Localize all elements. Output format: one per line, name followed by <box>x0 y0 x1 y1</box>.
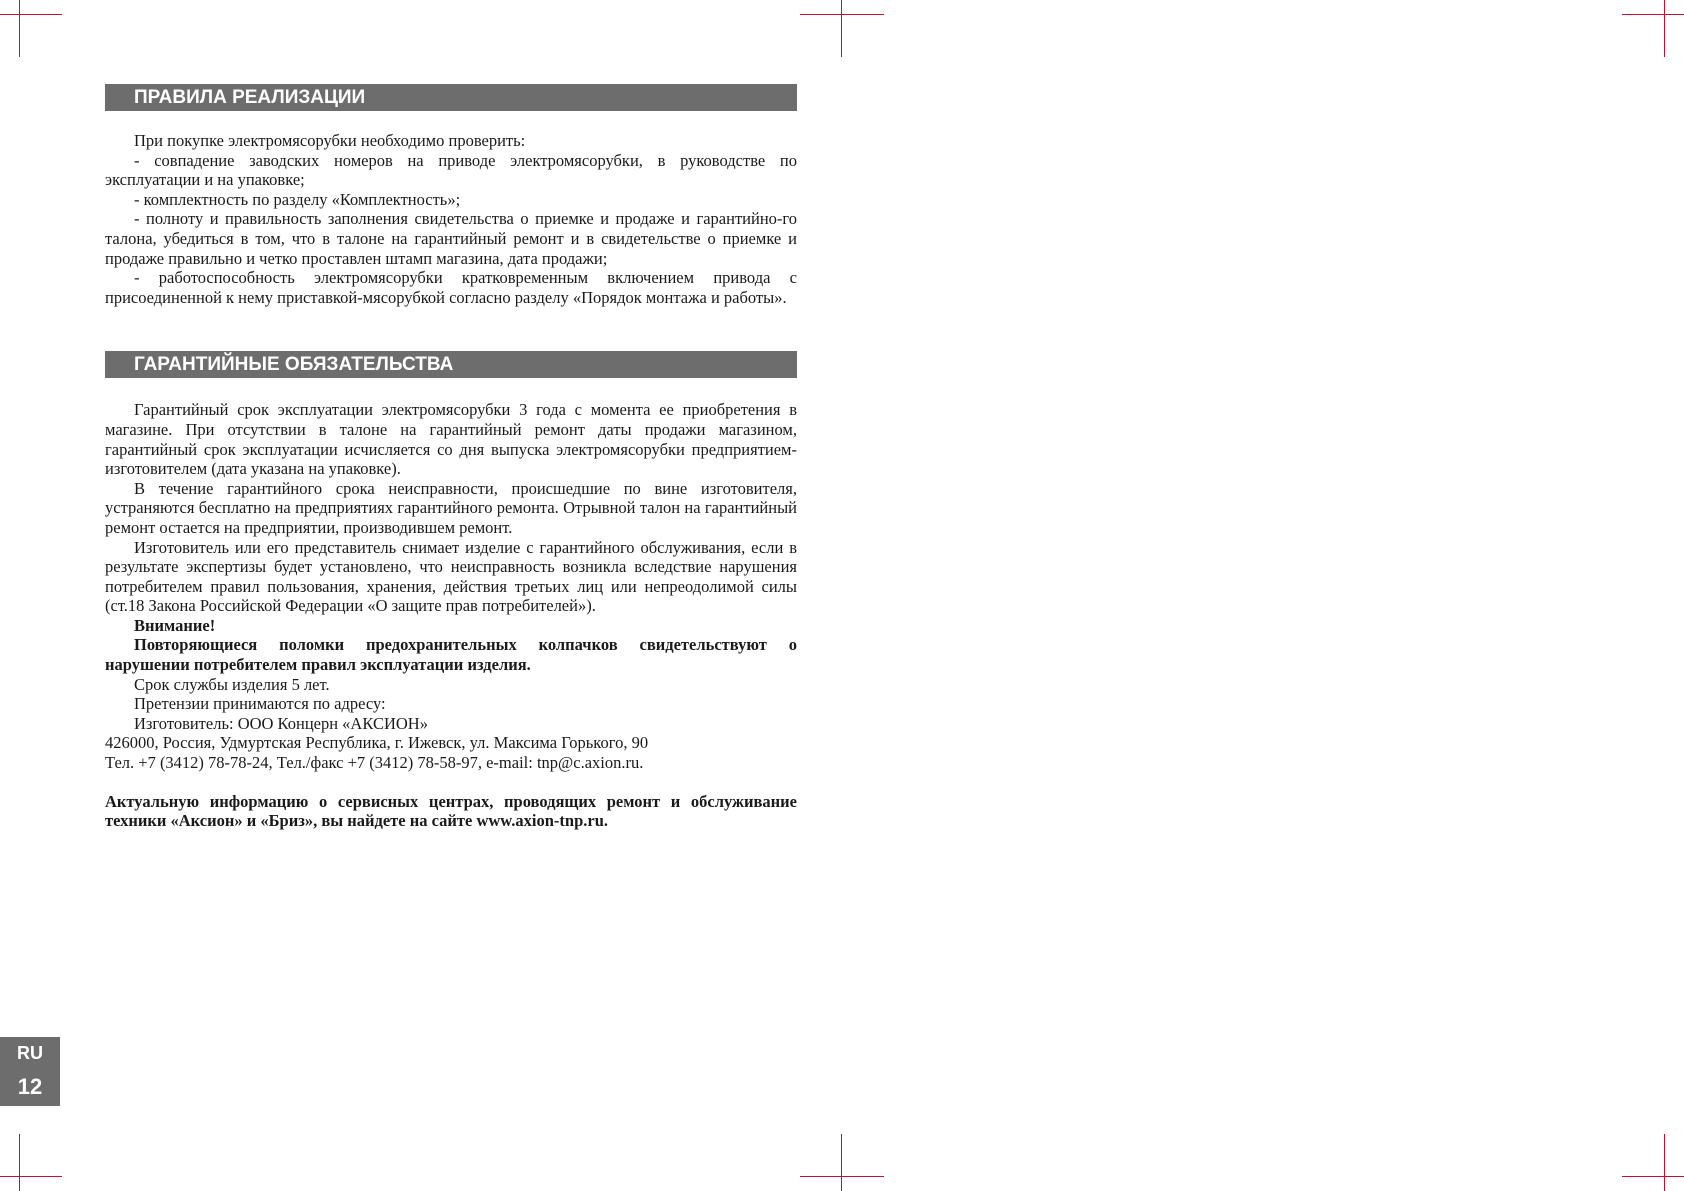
attention-label: Внимание! <box>134 615 216 635</box>
crop-mark <box>841 0 842 57</box>
service-life: Срок службы изделия 5 лет. <box>134 674 330 694</box>
content-column <box>105 84 797 831</box>
warning-text: Повторяющиеся поломки предохранительных колпачков свидетельствуют о нарушении потребителем правил эксплуатации изделия. <box>105 635 797 675</box>
crop-mark <box>0 14 62 15</box>
crop-mark <box>1664 1134 1665 1191</box>
paragraph: Гарантийный срок эксплуатации электромясорубки 3 года с момента ее приобретения в магазине. При отсутствии в талоне на гарантийный ремонт даты продажи магазином, гарантийный срок эксплуатации исчисляется со дня выпуска электромясорубки предприятием-изготовителем (дата указана на упаковке). <box>105 400 797 479</box>
paragraph: В течение гарантийного срока неисправности, происшедшие по вине изготовителя, устраняются бесплатно на предприятиях гарантийного ремонта. Отрывной талон на гарантийный ремонт остается на предприятии, производившем ремонт. <box>105 478 797 537</box>
page-footer-badge <box>0 1037 60 1106</box>
paragraph: При покупке электромясорубки необходимо проверить: <box>134 131 526 150</box>
language-code: RU <box>17 1043 43 1063</box>
paragraph: - совпадение заводских номеров на приводе электромясорубки, в руководстве по эксплуатации и на упаковке; <box>105 150 797 190</box>
crop-mark <box>0 1176 62 1177</box>
warranty-body <box>105 400 797 830</box>
paragraph: - полноту и правильность заполнения свидетельства о приемке и продаже и гарантийно-го талона, убедиться в том, что в талоне на гарантийный ремонт и в свидетельстве о приемке и продаже правильно и четко проставлен штамп магазина, дата продажи; <box>105 209 797 268</box>
page-number: 12 <box>17 1074 43 1099</box>
crop-mark <box>19 0 20 57</box>
crop-mark <box>841 1134 842 1191</box>
crop-mark <box>1622 14 1684 15</box>
paragraph: - работоспособность электромясорубки кратковременным включением привода с присоединенной к нему приставкой-мясорубкой согласно разделу «Порядок монтажа и работы». <box>105 268 797 307</box>
service-info: Актуальную информацию о сервисных центрах, проводящих ремонт и обслуживание техники «Аксион» и «Бриз», вы найдете на сайте www.axion-tnp.ru. <box>105 791 797 831</box>
claims-text: Претензии принимаются по адресу: <box>134 694 386 714</box>
crop-mark <box>1664 0 1665 57</box>
crop-mark <box>1622 1176 1684 1177</box>
paragraph: - комплектность по разделу «Комплектность»; <box>134 189 461 209</box>
address: 426000, Россия, Удмуртская Республика, г. Ижевск, ул. Максима Горького, 90 <box>105 733 649 753</box>
sales-rules-body <box>105 131 797 307</box>
section-title-warranty: ГАРАНТИЙНЫЕ ОБЯЗАТЕЛЬСТВА <box>105 351 797 378</box>
manufacturer: Изготовитель: ООО Концерн «АКСИОН» <box>134 713 428 733</box>
paragraph: Изготовитель или его представитель снимает изделие с гарантийного обслуживания, если в результате экспертизы будет установлено, что неисправность возникла вследствие нарушения потребителем правил пользования, хранения, действия третьих лиц или непреодолимой силы (ст.18 Закона Российской Федерации «О защите прав потребителей»). <box>105 537 797 616</box>
crop-mark <box>800 14 884 15</box>
crop-mark <box>800 1176 884 1177</box>
section-title-sales-rules: ПРАВИЛА РЕАЛИЗАЦИИ <box>105 84 797 111</box>
contacts: Тел. +7 (3412) 78-78-24, Тел./факс +7 (3412) 78-58-97, e-mail: tnp@c.axion.ru. <box>105 753 644 773</box>
crop-mark <box>19 1134 20 1191</box>
